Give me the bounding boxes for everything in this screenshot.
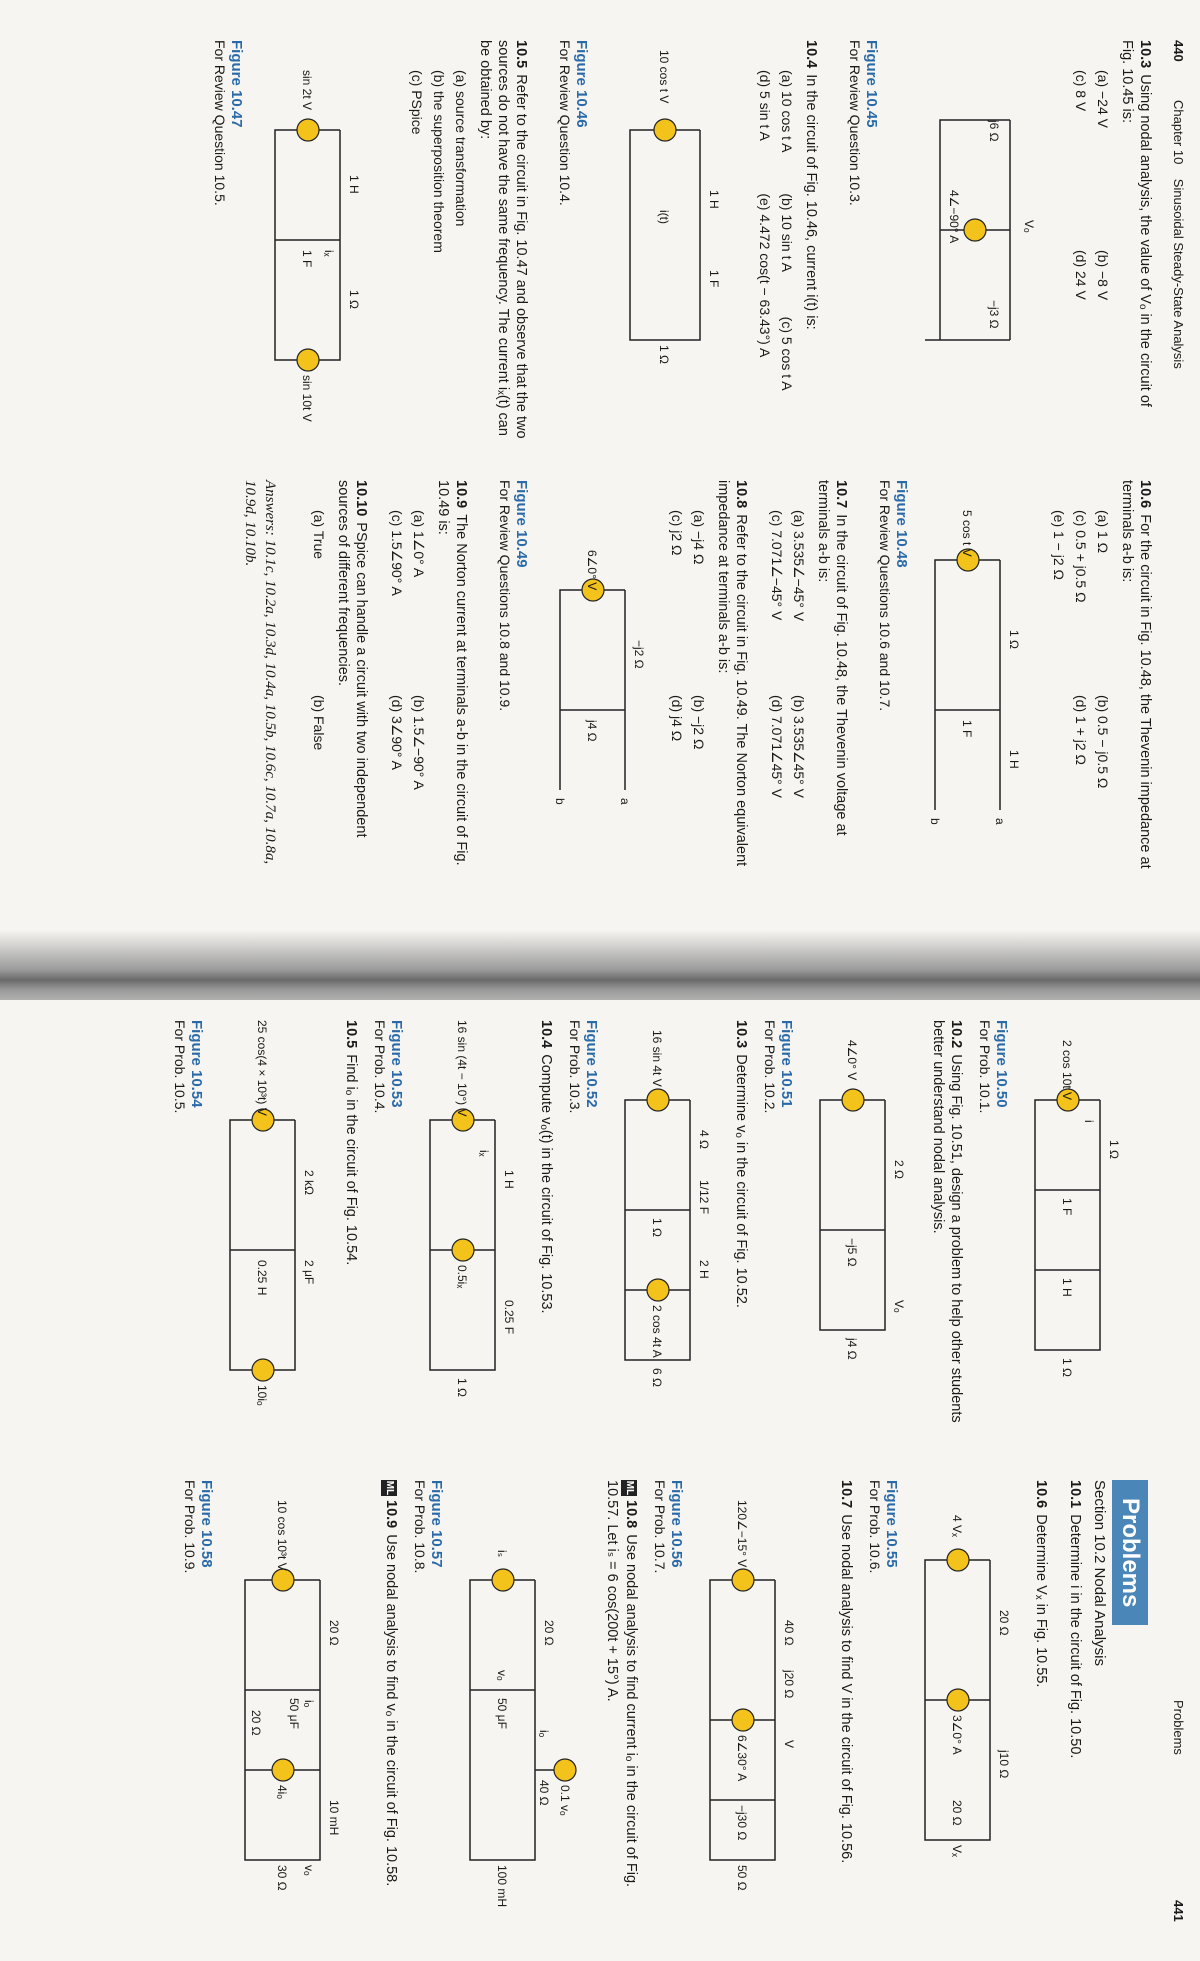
svg-text:50 μF: 50 μF (287, 1698, 301, 1729)
figure-10-49-circuit (545, 550, 655, 840)
svg-text:4 Ω: 4 Ω (697, 1130, 711, 1149)
svg-text:6 Ω: 6 Ω (650, 1368, 664, 1387)
figure-10-47-circuit (260, 70, 370, 422)
option: (c) 8 V (1073, 70, 1089, 112)
page-header: Problems (1171, 1700, 1186, 1755)
problem-10-7: 10.7Use nodal analysis to find V in the circuit of Fig. 10.56. (838, 1480, 854, 1864)
voltage-source-icon (297, 119, 319, 141)
svg-text:16 sin (4t − 10°) V: 16 sin (4t − 10°) V (455, 1020, 469, 1117)
figure-10-51-caption: Figure 10.51 For Prob. 10.2. (762, 1020, 795, 1114)
dependent-source-icon (452, 1239, 474, 1261)
svg-text:sin 2t V: sin 2t V (300, 70, 314, 111)
svg-text:i: i (1082, 1120, 1096, 1123)
svg-text:30 Ω: 30 Ω (275, 1865, 289, 1891)
current-source-icon (647, 1279, 669, 1301)
voltage-source-icon (732, 1569, 754, 1591)
problem-10-9: ML10.9Use nodal analysis to find vₒ in the circuit of Fig. 10.58. (383, 1480, 399, 1887)
svg-text:b: b (928, 818, 942, 825)
dependent-source-icon (947, 1549, 969, 1571)
svg-text:j4 Ω: j4 Ω (845, 1338, 859, 1360)
svg-text:0.25 H: 0.25 H (255, 1260, 269, 1296)
svg-text:j10 Ω: j10 Ω (997, 1750, 1011, 1779)
question-10-9: 10.9The Norton current at terminals a-b in the circuit of Fig. 10.49 is: (a) 1∠0° A (b) 1.5∠−90° A (c) 1.5∠90° A (d) 3∠90° A (389, 480, 469, 866)
label-vo: Vₒ (1022, 220, 1036, 233)
svg-text:2 kΩ: 2 kΩ (302, 1170, 316, 1195)
figure-10-54-caption: Figure 10.54 For Prob. 10.5. (172, 1020, 205, 1114)
svg-text:25 cos(4 × 10³t) V: 25 cos(4 × 10³t) V (255, 1020, 269, 1116)
svg-text:−j5 Ω: −j5 Ω (845, 1238, 859, 1267)
svg-text:50 Ω: 50 Ω (735, 1865, 749, 1891)
svg-text:120∠−15° V: 120∠−15° V (735, 1500, 749, 1568)
question-10-10: 10.10PSpice can handle a circuit with two independent sources of different frequencies. (a) True (b) False (311, 480, 369, 838)
svg-text:sin 10t V: sin 10t V (300, 375, 314, 422)
svg-text:2 Ω: 2 Ω (892, 1160, 906, 1179)
figure-10-57-caption: Figure 10.57 For Prob. 10.8. (412, 1480, 445, 1574)
question-10-5: 10.5Refer to the circuit in Fig. 10.47 and observe that the two sources do not have the same frequency. The current iₓ(t) can be obtained by: (a) source transformation (b) the superposition theorem (c) PSpice (409, 40, 529, 439)
figure-10-53-caption: Figure 10.53 For Prob. 10.4. (372, 1020, 405, 1114)
svg-text:40 Ω: 40 Ω (537, 1780, 551, 1806)
svg-text:100 mH: 100 mH (495, 1865, 509, 1908)
option: (a) −24 V (1095, 70, 1111, 128)
svg-text:1 Ω: 1 Ω (1060, 1358, 1074, 1377)
svg-text:−j30 Ω: −j30 Ω (735, 1805, 749, 1841)
voltage-source-icon (647, 1089, 669, 1111)
svg-text:a: a (618, 798, 632, 805)
option: (d) 24 V (1073, 250, 1089, 300)
svg-text:0.5iₓ: 0.5iₓ (455, 1265, 469, 1289)
svg-text:1 H: 1 H (707, 190, 721, 209)
label-cap: −j3 Ω (987, 300, 1001, 329)
svg-text:2 cos 4t A: 2 cos 4t A (650, 1305, 664, 1358)
problems-banner: Problems (1112, 1480, 1148, 1625)
figure-10-55-caption: Figure 10.55 For Prob. 10.6. (867, 1480, 900, 1574)
figure-10-55-circuit (910, 1515, 1020, 1880)
svg-text:vₒ: vₒ (302, 1865, 316, 1876)
figure-10-58-circuit (230, 1500, 350, 1900)
svg-text:4iₒ: 4iₒ (275, 1785, 289, 1799)
svg-text:20 Ω: 20 Ω (542, 1620, 556, 1646)
figure-10-58-caption: Figure 10.58 For Prob. 10.9. (182, 1480, 215, 1574)
svg-text:1 F: 1 F (960, 720, 974, 738)
figure-10-52-circuit (610, 1030, 720, 1400)
figure-10-48-circuit (920, 510, 1030, 860)
svg-text:1 F: 1 F (707, 270, 721, 288)
figure-10-47-caption: Figure 10.47 For Review Question 10.5. (212, 40, 245, 206)
current-source-icon (492, 1569, 514, 1591)
svg-text:V: V (782, 1740, 796, 1749)
svg-text:1 Ω: 1 Ω (347, 290, 361, 309)
figure-10-57-circuit (455, 1540, 585, 1908)
current-source-icon (947, 1689, 969, 1711)
option: (b) −8 V (1095, 250, 1111, 301)
svg-text:iₓ: iₓ (477, 1150, 491, 1157)
voltage-source-icon (654, 119, 676, 141)
figure-10-46-caption: Figure 10.46 For Review Question 10.4. (557, 40, 590, 206)
label-j6: j6 Ω (987, 120, 1001, 142)
svg-text:Vₒ: Vₒ (892, 1300, 906, 1313)
question-10-6: 10.6For the circuit in Fig. 10.48, the Thevenin impedance at terminals a-b is: (a) 1 Ω (b) 0.5 − j0.5 Ω (c) 0.5 + j0.5 Ω (d) 1 + j2 Ω (e) 1 − j2 Ω (1051, 480, 1153, 869)
svg-text:1 H: 1 H (347, 175, 361, 194)
svg-text:10 cos t V: 10 cos t V (657, 50, 671, 104)
svg-text:3∠0° A: 3∠0° A (950, 1715, 964, 1755)
svg-text:1/12 F: 1/12 F (697, 1180, 711, 1215)
label-source: 4∠−90° A (947, 190, 961, 244)
page-number: 441 (1171, 1900, 1186, 1922)
ml-icon: ML (621, 1480, 637, 1496)
section-heading: Section 10.2 Nodal Analysis (1091, 1480, 1108, 1666)
svg-text:1 Ω: 1 Ω (657, 345, 671, 364)
current-source-icon (732, 1709, 754, 1731)
dependent-source-icon (252, 1359, 274, 1381)
svg-text:iₓ: iₓ (322, 250, 336, 257)
figure-10-50-circuit (1020, 1040, 1130, 1390)
figure-10-56-caption: Figure 10.56 For Prob. 10.7. (652, 1480, 685, 1574)
svg-text:4∠0° V: 4∠0° V (845, 1040, 859, 1081)
question-number: 10.3 (1137, 40, 1153, 69)
svg-text:20 Ω: 20 Ω (950, 1800, 964, 1826)
figure-10-45-circuit (900, 100, 1050, 380)
question-10-4: 10.4In the circuit of Fig. 10.46, current i(t) is: (a) 10 cos t A (b) 10 sin t A (c) 5 cos t A (d) 5 sin t A (e) 4.472 cos(t − 63.43°) A (757, 40, 819, 391)
figure-10-52-caption: Figure 10.52 For Prob. 10.3. (567, 1020, 600, 1114)
svg-text:−j2 Ω: −j2 Ω (632, 640, 646, 669)
figure-10-54-circuit (215, 1020, 325, 1410)
svg-text:20 Ω: 20 Ω (327, 1620, 341, 1646)
svg-text:2 cos 10t V: 2 cos 10t V (1060, 1040, 1074, 1101)
svg-text:1 Ω: 1 Ω (455, 1378, 469, 1397)
problem-10-1: 10.1Determine i in the circuit of Fig. 10.50. (1067, 1480, 1083, 1759)
figure-10-56-circuit (695, 1500, 805, 1900)
voltage-source-icon (297, 349, 319, 371)
problem-10-2: 10.2Using Fig. 10.51, design a problem to help other students better understand nodal analysis. (930, 1020, 964, 1423)
current-source-icon (964, 219, 986, 241)
ml-icon: ML (381, 1480, 397, 1496)
dependent-source-icon (272, 1759, 294, 1781)
svg-text:2 H: 2 H (697, 1260, 711, 1279)
question-text: Using nodal analysis, the value of Vₒ in the circuit of Fig. 10.45 is: (1119, 40, 1153, 407)
svg-text:iₛ: iₛ (495, 1550, 509, 1558)
svg-text:iₒ: iₒ (302, 1700, 316, 1708)
voltage-source-icon (842, 1089, 864, 1111)
svg-text:5 cos t V: 5 cos t V (960, 510, 974, 557)
problem-10-5: 10.5Find iₒ in the circuit of Fig. 10.54. (343, 1020, 359, 1266)
svg-text:vₒ: vₒ (495, 1670, 509, 1681)
svg-text:1 H: 1 H (502, 1170, 516, 1189)
svg-text:Vₓ: Vₓ (950, 1845, 964, 1857)
svg-text:1 Ω: 1 Ω (1107, 1140, 1121, 1159)
figure-10-49-caption: Figure 10.49 For Review Questions 10.8 and 10.9. (497, 480, 530, 712)
svg-text:1 F: 1 F (300, 250, 314, 268)
svg-text:6∠30° A: 6∠30° A (735, 1735, 749, 1782)
problem-10-3: 10.3Determine vₒ in the circuit of Fig. 10.52. (733, 1020, 749, 1308)
problem-10-4: 10.4Compute vₒ(t) in the circuit of Fig. 10.53. (538, 1020, 554, 1314)
svg-text:10 cos 10³t V: 10 cos 10³t V (275, 1500, 289, 1571)
figure-10-53-circuit (415, 1020, 525, 1410)
voltage-source-icon (272, 1569, 294, 1591)
svg-text:iₒ: iₒ (537, 1730, 551, 1738)
problem-10-8: ML10.8Use nodal analysis to find current iₒ in the circuit of Fig. 10.57. Let iₛ = 6 cos(200t + 15°) A. (604, 1480, 639, 1888)
svg-text:1 H: 1 H (1060, 1278, 1074, 1297)
svg-text:2 μF: 2 μF (302, 1260, 316, 1285)
svg-text:0.25 F: 0.25 F (502, 1300, 516, 1335)
svg-text:i(t): i(t) (657, 210, 671, 224)
question-10-3 (1070, 40, 1154, 430)
svg-text:0.1 vₒ: 0.1 vₒ (558, 1785, 572, 1816)
right-page (0, 1000, 1200, 1961)
question-10-8: 10.8Refer to the circuit in Fig. 10.49. The Norton equivalent impedance at terminals a-b is: (a) −j4 Ω (b) −j2 Ω (c) j2 Ω (d) j4 Ω (669, 480, 749, 867)
figure-10-50-caption: Figure 10.50 For Prob. 10.1. (977, 1020, 1010, 1114)
svg-text:a: a (993, 818, 1007, 825)
figure-10-46-circuit (610, 50, 730, 390)
svg-text:20 Ω: 20 Ω (249, 1710, 263, 1736)
svg-text:10iₒ: 10iₒ (255, 1385, 269, 1406)
figure-10-51-circuit (805, 1040, 915, 1390)
review-answers: Answers: 10.1c, 10.2a, 10.3d, 10.4a, 10.5b, 10.6c, 10.7a, 10.8a, 10.9d, 10.10b. (242, 480, 278, 865)
dependent-source-icon (554, 1759, 576, 1781)
svg-text:j20 Ω: j20 Ω (782, 1670, 796, 1699)
figure-10-48-caption: Figure 10.48 For Review Questions 10.6 and 10.7. (877, 480, 910, 712)
svg-text:1 Ω: 1 Ω (1007, 630, 1021, 649)
problem-10-6: 10.6Determine Vₓ in Fig. 10.55. (1033, 1480, 1049, 1688)
svg-text:1 Ω: 1 Ω (650, 1218, 664, 1237)
question-10-7: 10.7In the circuit of Fig. 10.48, the Thevenin voltage at terminals a-b is: (a) 3.535∠−45° V (b) 3.535∠45° V (c) 7.071∠−45° V (d) 7.071∠45° V (769, 480, 849, 836)
svg-text:j4 Ω: j4 Ω (585, 720, 599, 742)
svg-text:20 Ω: 20 Ω (997, 1610, 1011, 1636)
svg-text:6∠0° V: 6∠0° V (585, 550, 599, 591)
svg-text:16 sin 4t V: 16 sin 4t V (650, 1030, 664, 1087)
svg-text:1 F: 1 F (1060, 1198, 1074, 1216)
svg-text:50 μF: 50 μF (495, 1698, 509, 1729)
svg-text:4 Vₓ: 4 Vₓ (950, 1515, 964, 1537)
page-header: Chapter 10 Sinusoidal Steady-State Analysis (1171, 100, 1186, 369)
page-number: 440 (1171, 40, 1186, 62)
svg-text:40 Ω: 40 Ω (782, 1620, 796, 1646)
svg-text:10 mH: 10 mH (327, 1800, 341, 1836)
left-page (0, 0, 1200, 960)
svg-text:1 H: 1 H (1007, 750, 1021, 769)
figure-10-45-caption: Figure 10.45 For Review Question 10.3. (847, 40, 880, 206)
svg-text:b: b (553, 798, 567, 805)
